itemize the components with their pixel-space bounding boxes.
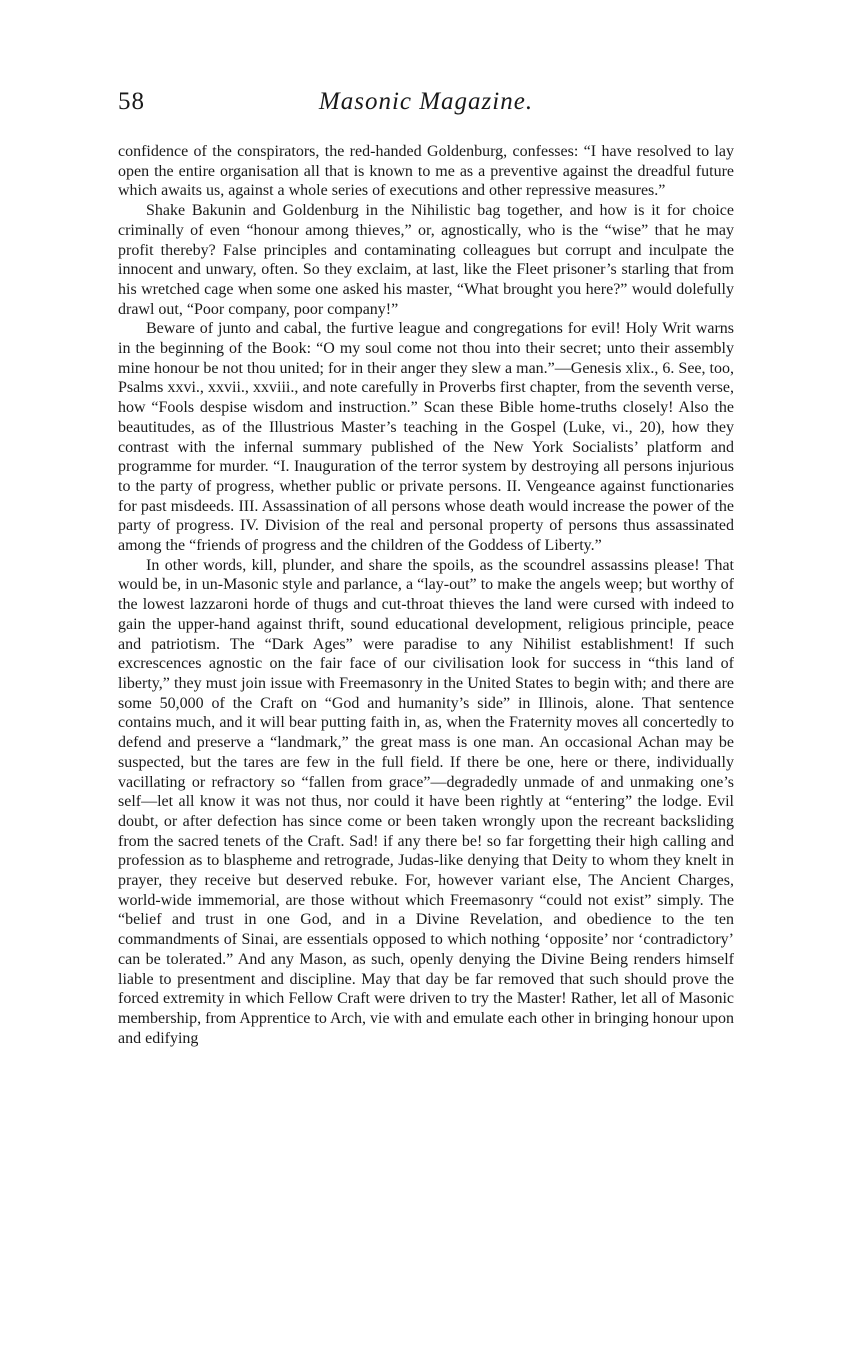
- paragraph-2: Shake Bakunin and Goldenburg in the Nihilistic bag together, and how is it for choice criminally of even “honour among thieves,” or, agnostically, who is the “wise” that he may profit thereby? False principles and contaminating colleagues but corrupt and inculpate the innocent and unwary, often. So they exclaim, at last, like the Fleet prisoner’s starling that from his wretched cage when some one asked his master, “What brought you here?” would dolefully drawl out, “Poor company, poor company!”: [118, 202, 734, 318]
- paragraph-1: confidence of the conspirators, the red-handed Goldenburg, confesses: “I have resolved to lay open the entire organisation all that is known to me as a preventive against the dreadful future which awaits us, against a whole series of executions and other repressive measures.”: [118, 143, 734, 200]
- paragraph-3: Beware of junto and cabal, the furtive league and congregations for evil! Holy Writ warns in the beginning of the Book: “O my soul come not thou into their secret; unto their assembly mine honour be not thou united; for in their anger they slew a man.”—Genesis xlix., 6. See, too, Psalms xxvi., xxvii., xxviii., and note carefully in Proverbs first chapter, from the seventh verse, how “Fools despise wisdom and instruction.” Scan these Bible home-truths closely! Also the beautitudes, as of the Illustrious Master’s teaching in the Gospel (Luke, vi., 20), how they contrast with the infernal summary published of the New York Socialists’ platform and programme for murder. “I. Inauguration of the terror system by destroying all persons injurious to the party of progress, whether public or private persons. II. Vengeance against functionaries for past misdeeds. III. Assassination of all persons whose death would increase the power of the party of progress. IV. Division of the real and personal property of persons thus assassinated among the “friends of progress and the children of the Goddess of Liberty.”: [118, 320, 734, 555]
- page-number: 58: [118, 88, 145, 115]
- article-body: [118, 142, 734, 1048]
- running-title: Masonic Magazine.: [318, 88, 534, 115]
- paragraph-4: In other words, kill, plunder, and share the spoils, as the scoundrel assassins please! That would be, in un-Masonic style and parlance, a “lay-out” to make the angels weep; but worthy of the lowest lazzaroni horde of thugs and cut-throat thieves the land were cursed with indeed to gain the upper-hand against thrift, sound educational development, religious principle, peace and patriotism. The “Dark Ages” were paradise to any Nihilist establishment! If such excrescences agnostic on the fair face of our civilisation look for success in “this land of liberty,” they must join issue with Freemasonry in the United States to begin with; and there are some 50,000 of the Craft on “God and humanity’s side” in Illinois, alone. That sentence contains much, and it will bear putting faith in, as, when the Fraternity moves all concertedly to defend and preserve a “landmark,” the great mass is one man. An occasional Achan may be suspected, but the tares are few in the full field. If there be one, here or there, individually vacillating or refractory so “fallen from grace”—degradedly unmade of and unmaking one’s self—let all know it was not thus, nor could it have been rightly at “entering” the lodge. Evil doubt, or after defection has since come or been taken wrongly upon the recreant backsliding from the sacred tenets of the Craft. Sad! if any there be! so far forgetting their high calling and profession as to blaspheme and retrograde, Judas-like denying that Deity to whom they knelt in prayer, they receive but deserved rebuke. For, however variant else, The Ancient Charges, world-wide immemorial, are those without which Freemasonry “could not exist” simply. The “belief and trust in one God, and in a Divine Revelation, and obedience to the ten commandments of Sinai, are essentials opposed to which nothing ‘opposite’ nor ‘contradictory’ can be tolerated.” And any Mason, as such, openly denying the Divine Being renders himself liable to presentment and discipline. May that day be far removed that such should prove the forced extremity in which Fellow Craft were driven to try the Master! Rather, let all of Masonic membership, from Apprentice to Arch, vie with and emulate each other in bringing honour upon and edifying: [118, 556, 734, 1047]
- page-header: [118, 88, 734, 124]
